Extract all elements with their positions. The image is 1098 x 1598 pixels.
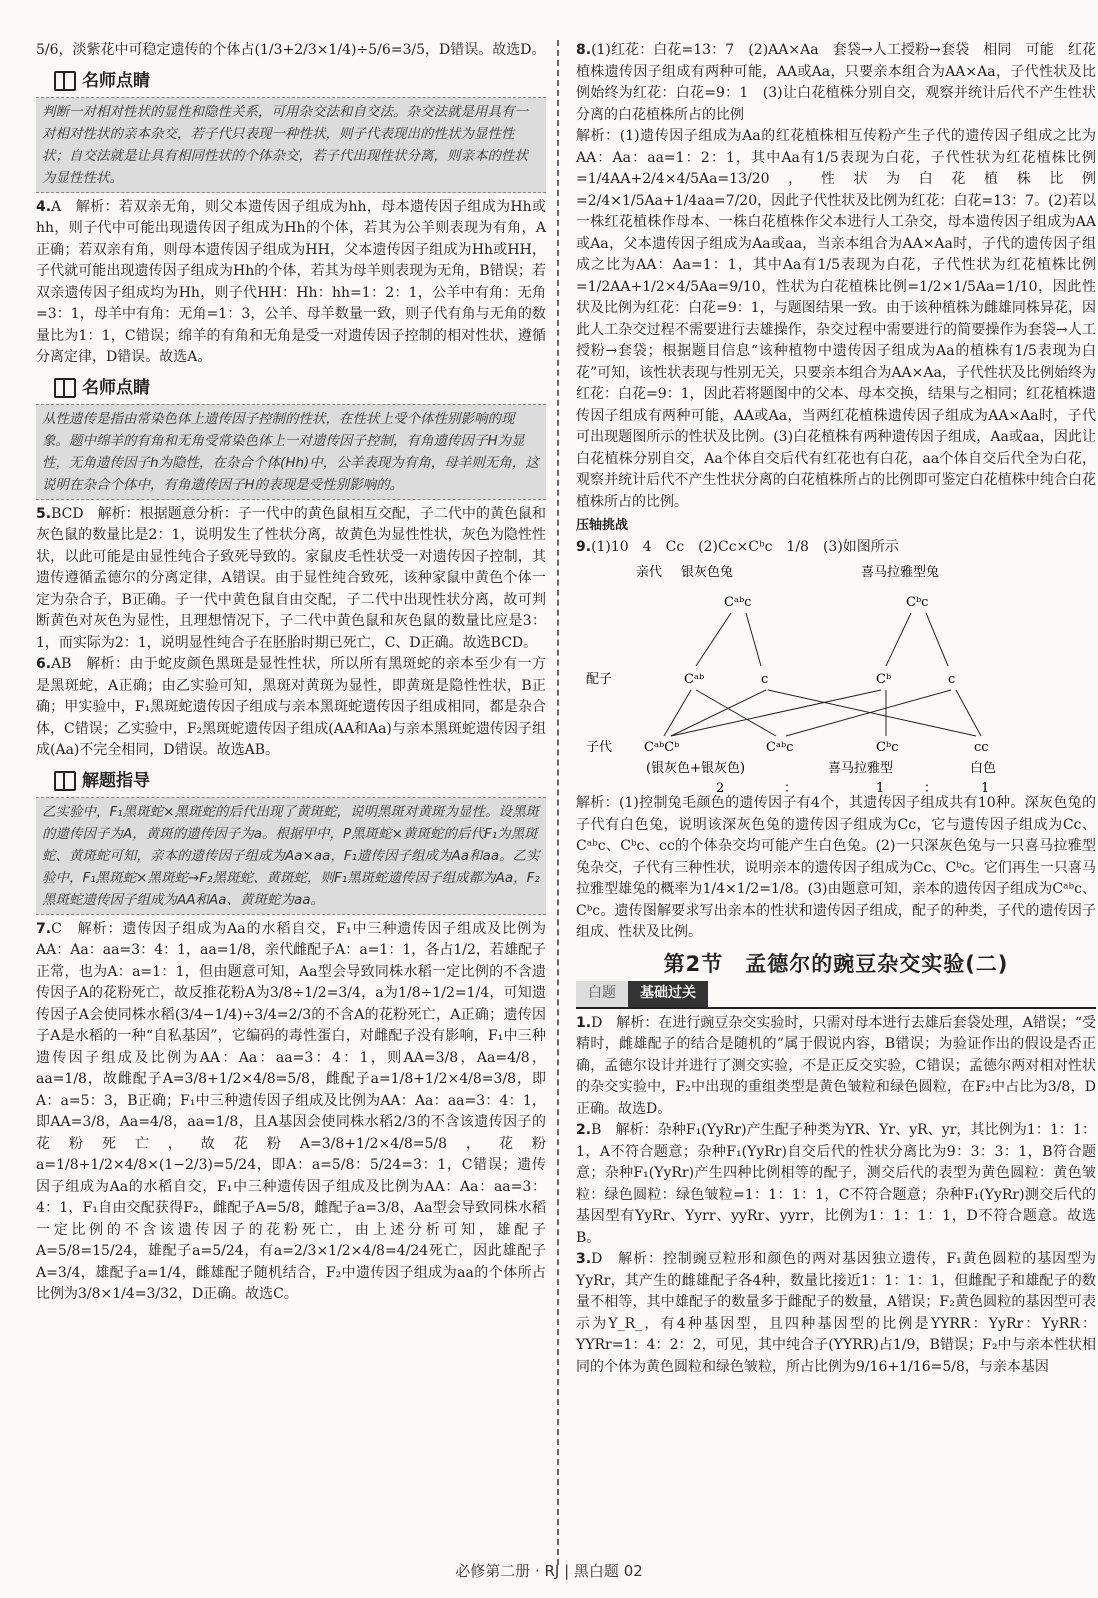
ratio-3: 1	[981, 781, 990, 793]
question-number: 9.	[576, 538, 592, 555]
left-column	[36, 40, 546, 1306]
question-text: (1)10 4 Cc (2)Cc×Cᵇc 1/8 (3)如图所示	[591, 538, 899, 555]
page-footer: 必修第二册 · RJ | 黑白题 02	[455, 1562, 643, 1580]
gamete-1: Cᵃᵇ	[684, 672, 705, 687]
question-number: 3.	[576, 1251, 592, 1267]
tip-title: 名师点睛	[82, 377, 150, 398]
question-text: D 解析：在进行豌豆杂交实验时，只需对母本进行去雄后套袋处理，A错误；“受精时，雌雄配子的结合是随机的”属于假说内容，B错误；为验证作出的假设是否正确，孟德尔设计并进行了测交实验，不是正反交实验，C错误；孟德尔两对相对性状的杂交实验中，F₂中出现的重组类型是黄色皱粒和绿色圆粒，在F₂中占比为3/8，D正确。故选D。	[576, 1014, 1096, 1117]
question-5	[36, 504, 546, 655]
phenotype-2: 喜马拉雅型	[828, 761, 894, 776]
tip-box-2: 从性遗传是指由常染色体上遗传因子控制的性状，在性状上受个体性别影响的现象。题中绵羊的有角和无角受常染色体上一对遗传因子控制，有角遗传因子H为显性，无角遗传因子h为隐性，在杂合个体(Hh)中，公羊表现为有角，母羊则无角，这说明在杂合个体中，有角遗传因子H的表现是受性别影响的。	[36, 404, 546, 500]
question-number: 2.	[576, 1122, 592, 1138]
question-text: C 解析：遗传因子组成为Aa的水稻自交，F₁中三种遗传因子组成及比例为AA：Aa：aa=3：4：1，aa=1/8，亲代雌配子A：a=1：1，各占1/2，若雄配子正常，也为A：a=1：1，但由题意可知，Aa型会导致同株水稻一定比例的不含遗传因子A的花粉死亡，故反推花粉A为3/8÷1/2=3/4，a为1/8÷1/2=1/4，可知遗传因子A会使同株水稻(3/4−1/4)÷3/4=2/3的不含A的花粉死亡，A正确；遗传因子A是水稻的一种“自私基因”，它编码的毒性蛋白，对雌配子没有影响，F₁中三种遗传因子组成及比例为AA：Aa：aa=3：4：1，则AA=3/8，Aa=4/8，aa=1/8，故雌配子A=3/8+1/2×4/8=5/8，雌配子a=1/8+1/2×4/8=3/8，即A：a=5：3，B正确；F₁中三种遗传因子组成及比例为AA：Aa：aa=3：4：1，即AA=3/8，Aa=4/8，aa=1/8，且A基因会使同株水稻2/3的不含该遗传因子的花粉死亡，故花粉A=3/8+1/2×4/8=5/8，花粉a=1/8+1/2×4/8×(1−2/3)=5/24，即A：a=5/8：5/24=3：1，C错误；遗传因子组成为Aa的水稻自交，F₁中三种遗传因子组成及比例为AA：Aa：aa=3：4：1，F₁自由交配获得F₂，雌配子A=5/8，雌配子a=3/8，Aa型会导致同株水稻一定比例的不含该遗传因子的花粉死亡，由上述分析可知，雄配子A=5/8=15/24，雄配子a=5/24，有a=2/3×1/2×4/8=4/24死亡，因此雄配子A=3/4，雄配子a=1/4，雌雄配子随机结合，F₂中遗传因子组成为aa的个体所占比例为3/8×1/4=3/32，D正确。故选C。	[36, 920, 546, 1302]
phenotype-3: 白色	[970, 761, 997, 776]
gamete-label: 配子	[586, 672, 613, 687]
book-icon	[54, 771, 76, 791]
section-question-2	[576, 1120, 1096, 1249]
question-6	[36, 654, 546, 762]
gamete-4: c	[948, 672, 956, 687]
parent2-phenotype: 喜马拉雅型兔	[861, 565, 940, 580]
question-text: AB 解析：由于蛇皮颜色黑斑是显性性状，所以所有黑斑蛇的亲本至少有一方是黑斑蛇，A正确；由乙实验可知，黑斑对黄斑为显性，即黄斑是隐性性状，B正确；甲实验中，F₁黑斑蛇遗传因子组成与亲本黑斑蛇遗传因子组成相同，都是杂合体，C错误；乙实验中，F₂黑斑蛇遗传因子组成(AA和Aa)与亲本黑斑蛇遗传因子组成(Aa)不完全相同，D错误。故选AB。	[36, 656, 546, 758]
question-number: 1.	[576, 1014, 592, 1031]
arrow-line	[926, 613, 948, 666]
parent-label: 亲代	[636, 565, 663, 580]
ratio-colon: ：	[924, 781, 938, 793]
arrow-line	[746, 613, 761, 666]
tip-box-1: 判断一对相对性状的显性和隐性关系，可用杂交法和自交法。杂交法就是用具有一对相对性状的亲本杂交，若子代只表现一种性状，则子代表现出的性状为显性性状；自交法就是让具有相同性状的个体杂交，若子代出现性状分离，则亲本的性状为显性性状。	[36, 97, 546, 193]
tip-title: 解题指导	[82, 770, 150, 791]
cross-line	[664, 690, 691, 736]
question-text: BCD 解析：根据题意分析：子一代中的黄色鼠相互交配，子二代中的黄色鼠和灰色鼠的数量比是2：1，说明发生了性状分离，故黄色为显性性状，灰色为隐性性状，以此可能是由显性纯合子致死导致的。家鼠皮毛性状受一对遗传因子控制，其遗传遵循孟德尔的分离定律，A错误。由于显性纯合致死，该种家鼠中黄色个体一定为杂合子，B正确。子一代中黄色鼠自由交配，子二代中出现性状分离，故可判断黄色对灰色为显性，且理想情况下，子二代中黄色鼠和灰色鼠的数量比应是3：1，而实际为2：1，说明显性纯合子在胚胎时期已死亡，C、D正确。故选BCD。	[36, 505, 546, 651]
genetic-diagram	[576, 558, 1096, 793]
section-question-1	[576, 1013, 1096, 1121]
offspring-4: cc	[974, 740, 989, 755]
cross-line	[671, 690, 766, 736]
parent1-genotype: Cᵃᵇc	[724, 595, 752, 610]
ratio-2: 1	[876, 781, 885, 793]
offspring-label: 子代	[586, 740, 613, 755]
question-number: 7.	[36, 920, 52, 937]
challenge-heading: 压轴挑战	[576, 518, 629, 533]
tip-heading-1	[54, 68, 546, 94]
question-text: (1)红花：白花=13：7 (2)AA×Aa 套袋→人工授粉→套袋 相同 可能 红花植株遗传因子组成有两种可能，AA或Aa，只要亲本组合为AA×Aa，子代性状及比例始终为红花：白花=9：1 (3)让白花植株分别自交，观察并统计后代不产生性状分离的白花植株所占的比例	[576, 42, 1096, 123]
question-number: 8.	[576, 42, 592, 58]
tip-box-3: 乙实验中，F₁黑斑蛇×黑斑蛇的后代出现了黄斑蛇，说明黑斑对黄斑为显性。设黑斑的遗传因子为A，黄斑的遗传因子为a。根据甲中，P黑斑蛇×黄斑蛇的后代F₁为黑斑蛇、黄斑蛇可知，亲本的遗传因子组成为Aa×aa，F₁遗传因子组成为Aa和aa。乙实验中，F₁黑斑蛇×黑斑蛇→F₂黑斑蛇、黄斑蛇，则F₁黑斑蛇遗传因子组成都为Aa，F₂黑斑蛇遗传因子组成为AA和Aa、黄斑蛇为aa。	[36, 797, 546, 915]
question-4	[36, 197, 546, 369]
genetic-diagram-svg	[576, 558, 1076, 793]
cross-line	[768, 690, 976, 736]
section-title: 第2节 孟德尔的豌豆杂交实验(二)	[663, 951, 1009, 976]
cross-line	[786, 690, 951, 736]
question-text: B 解析：杂种F₁(YyRr)产生配子种类为YR、Yr、yR、yr，其比例为1：1：1：1，A不符合题意；杂种F₁(YyRr)自交后代的性状分离比为9：3：3：1，B符合题意；杂种F₁(YyRr)产生四种比例相等的配子，测交后代的表型为黄色圆粒：黄色皱粒：绿色圆粒：绿色皱粒=1：1：1：1，C不符合题意；杂种F₁(YyRr)测交后代的基因型有YyRr、Yyrr、yyRr、yyrr，比例为1：1：1：1，D不符合题意。故选B。	[576, 1122, 1096, 1246]
question-9-analysis: 解析：(1)控制兔毛颜色的遗传因子有4个，其遗传因子组成共有10种。深灰色兔的子代有白色兔，说明该深灰色兔的遗传因子组成为Cc，它与遗传因子组成为Cc、Cᵃᵇc、Cᵇc、cc的个体杂交均可能产生白色兔。(2)一只深灰色兔与一只喜马拉雅型兔杂交，子代有三种性状，说明亲本的遗传因子组成为Cc、Cᵇc。它们再生一只喜马拉雅型雄兔的概率为1/4×1/2=1/8。(3)由题意可知，亲本的遗传因子组成为Cᵃᵇc、Cᵇc。遗传图解要求写出亲本的性状和遗传因子组成，配子的种类，子代的遗传因子组成、性状及比例。	[576, 795, 1096, 940]
ratio-colon: ：	[784, 781, 798, 793]
question-9	[576, 537, 1096, 559]
cross-line	[671, 690, 881, 736]
question-number: 5.	[36, 505, 52, 522]
question-7	[36, 919, 546, 1306]
parent2-genotype: Cᵇc	[906, 595, 929, 610]
arrow-line	[886, 613, 911, 666]
phenotype-1: (银灰色+银灰色)	[646, 761, 746, 776]
question-8-analysis: 解析：(1)遗传因子组成为Aa的红花植株相互传粉产生子代的遗传因子组成之比为AA：Aa：aa=1：2：1，其中Aa有1/5表现为白花，子代性状为红花植株比例=1/4AA+2/4×4/5Aa=13/20，性状为白花植株比例=2/4×1/5Aa+1/4aa=7/20，因此子代性状及比例为红花：白花=13：7。(2)若以一株红花植株作母本、一株白花植株作父本进行人工杂交，母本遗传因子组成为AA或Aa，父本遗传因子组成为Aa或aa，当亲本组合为AA×Aa时，子代的遗传因子组成之比为AA：Aa=1：1，其中Aa有1/5表现为白花，子代性状为红花植株比例=1/2AA+1/2×4/5Aa=9/10，性状为白花植株比例=1/2×1/5Aa=1/10，因此性状及比例为红花：白花=9：1，与题图结果一致。由于该种植株为雌雄同株异花，因此人工杂交过程不需要进行去雄操作，杂交过程中需要进行的简要操作为套袋→人工授粉→套袋；根据题目信息“该种植物中遗传因子组成为Aa的植株有1/5表现为白花”可知，该性状表现与性别无关，只要亲本组合为AA×Aa，子代性状及比例始终为红花：白花=9：1，因此若将题图中的父本、母本交换，结果与之相同；红花植株遗传因子组成有两种可能，AA或Aa，当两红花植株遗传因子组成为AA×Aa时，子代可出现题图所示的性状及比例。(3)白花植株有两种遗传因子组成，Aa或aa，因此让白花植株分别自交，Aa个体自交后代有红花也有白花，aa个体自交后代全为白花，观察并统计后代不产生性状分离的白花植株所占的比例即可鉴定白花植株中纯合白花植株所占的比例。	[576, 128, 1096, 510]
question-number: 4.	[36, 198, 52, 215]
column-divider	[557, 40, 559, 1565]
offspring-2: Cᵃᵇc	[766, 740, 794, 755]
tip-title: 名师点睛	[82, 70, 150, 91]
question-number: 6.	[36, 656, 52, 672]
tip-heading-2	[54, 375, 546, 401]
question-text: D 解析：控制豌豆粒形和颜色的两对基因独立遗传，F₁黄色圆粒的基因型为YyRr，其产生的雌雄配子各4种，数量比接近1：1：1：1，但雌配子和雄配子的数量不相等，其中雄配子的数量多于雌配子的数量，A错误；F₂黄色圆粒的基因型可表示为Y_R_，有4种基因型，且四种基因型的比例是YYRR：YyRr：YyRR：YYRr=1：4：2：2，可见，其中纯合子(YYRR)占1/9，B错误；F₂中与亲本性状相同的个体为黄色圆粒和绿色皱粒，所占比例为9/16+1/16=5/8，与亲本基因	[576, 1251, 1096, 1375]
tip-heading-3	[54, 768, 546, 794]
section-question-3	[576, 1249, 1096, 1378]
offspring-3: Cᵇc	[876, 740, 899, 755]
book-icon	[54, 378, 76, 398]
tab-basic-practice: 基础过关	[628, 981, 708, 1007]
gamete-2: c	[761, 672, 769, 687]
gamete-3: Cᵇ	[876, 672, 892, 687]
right-column	[576, 40, 1096, 1378]
offspring-1: CᵃᵇCᵇ	[644, 740, 680, 755]
cross-line	[696, 690, 776, 736]
book-icon	[54, 71, 76, 91]
question-8	[576, 40, 1096, 126]
tab-white-questions: 白题	[576, 981, 628, 1007]
arrow-line	[696, 613, 731, 666]
question-text: A 解析：若双亲无角，则父本遗传因子组成为hh，母本遗传因子组成为Hh或hh，则子代中可能出现遗传因子组成为Hh的个体，若其为公羊则表现为有角，A正确；若双亲有角，则母本遗传因子组成为HH，父本遗传因子组成为Hh或HH，子代就可能出现遗传因子组成为Hh的个体，若其为母羊则表现为无角，B错误；若双亲遗传因子组成均为Hh，则子代HH：Hh：hh=1：2：1，公羊中有角：无角=3：1，母羊中有角：无角=1：3，公羊、母羊数量一致，则子代有角与无角的数量比为1：1，C错误；绵羊的有角和无角是受一对遗传因子控制的相对性状，遵循分离定律，D错误。故选A。	[36, 198, 546, 365]
parent1-phenotype: 银灰色兔	[681, 565, 734, 580]
ratio-1: 2	[716, 781, 725, 793]
cross-line	[956, 690, 981, 736]
intro-text: 5/6，淡紫花中可稳定遗传的个体占(1/3+2/3×1/4)÷5/6=3/5，D错误。故选D。	[36, 42, 546, 58]
section-tabs	[576, 981, 1096, 1009]
